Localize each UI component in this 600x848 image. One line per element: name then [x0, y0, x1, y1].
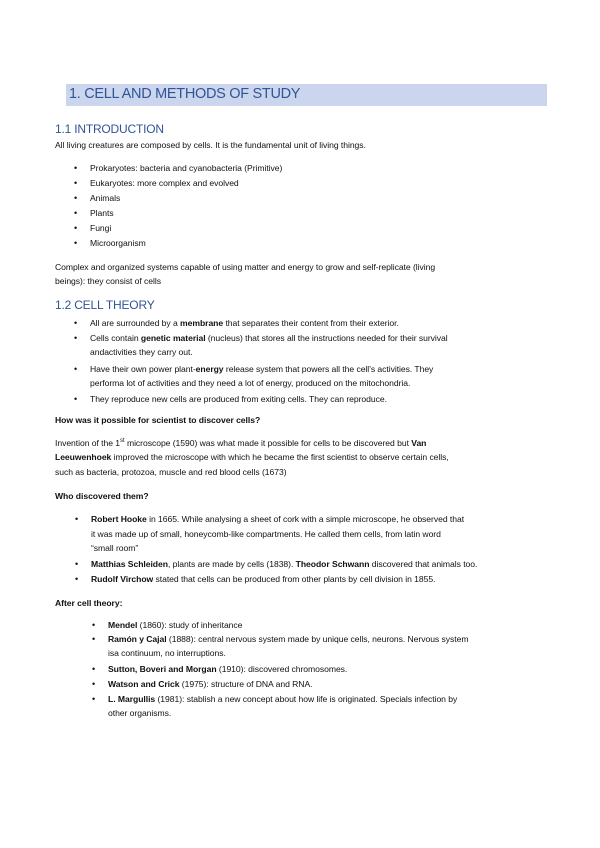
section-heading-cell-theory: 1.2 CELL THEORY [55, 298, 155, 312]
list-item: Plants [90, 208, 114, 218]
paragraph-line: Leeuwenhoek improved the microscope with which he became the first scientist to observe certain cells, [55, 452, 449, 462]
bullet: • [75, 574, 79, 584]
bullet: • [75, 559, 79, 569]
bullet: • [74, 223, 78, 233]
after-heading: After cell theory: [55, 598, 123, 608]
section-heading-introduction: 1.1 INTRODUCTION [55, 122, 164, 136]
list-item-continuation: andactivities they carry out. [90, 347, 193, 357]
chapter-heading: 1. CELL AND METHODS OF STUDY [69, 86, 301, 102]
bullet: • [92, 664, 96, 674]
list-item-continuation: performa lot of activities and they need a lot of energy, produced on the mitochondria. [90, 378, 411, 388]
paragraph-line: such as bacteria, protozoa, muscle and red blood cells (1673) [55, 467, 287, 477]
list-item: Fungi [90, 223, 112, 233]
list-item: Matthias Schleiden, plants are made by cells (1838). Theodor Schwann discovered that animals too. [91, 559, 478, 569]
bullet: • [74, 333, 78, 343]
list-item: Prokaryotes: bacteria and cyanobacteria (Primitive) [90, 163, 283, 173]
list-item: All are surrounded by a membrane that separates their content from their exterior. [90, 318, 399, 328]
list-item: Eukaryotes: more complex and evolved [90, 178, 239, 188]
bullet: • [74, 394, 78, 404]
intro-text: All living creatures are composed by cells. It is the fundamental unit of living things. [55, 140, 366, 150]
list-item: Have their own power plant-energy release system that powers all the cell’s activities. They [90, 364, 434, 374]
intro-closing-line: Complex and organized systems capable of using matter and energy to grow and self-replicate (living [55, 262, 436, 272]
list-item: L. Margullis (1981): stablish a new concept about how life is originated. Specials infection by [108, 694, 458, 704]
list-item: Animals [90, 193, 121, 203]
bullet: • [74, 238, 78, 248]
bullet: • [74, 318, 78, 328]
bullet: • [92, 679, 96, 689]
list-item: Mendel (1860): study of inheritance [108, 620, 243, 630]
list-item-continuation: isa continuum, no interruptions. [108, 648, 226, 658]
bullet: • [92, 634, 96, 644]
bullet: • [75, 514, 79, 524]
question-heading: Who discovered them? [55, 491, 149, 501]
list-item: Robert Hooke in 1665. While analysing a sheet of cork with a simple microscope, he observed that [91, 514, 465, 524]
list-item: Microorganism [90, 238, 146, 248]
list-item-continuation: other organisms. [108, 708, 172, 718]
list-item: Rudolf Virchow stated that cells can be produced from other plants by cell division in 1855. [91, 574, 436, 584]
list-item: Watson and Crick (1975): structure of DNA and RNA. [108, 679, 313, 689]
bullet: • [92, 694, 96, 704]
bullet: • [74, 208, 78, 218]
bullet: • [74, 193, 78, 203]
bullet: • [74, 364, 78, 374]
bullet: • [74, 163, 78, 173]
question-heading: How was it possible for scientist to discover cells? [55, 415, 261, 425]
list-item-continuation: “small room” [91, 543, 139, 553]
paragraph-line: Invention of the 1st microscope (1590) was what made it possible for cells to be discovered but Van [55, 438, 427, 448]
list-item-continuation: it was made up of small, honeycomb-like compartments. He called them cells, from latin word [91, 529, 441, 539]
bullet: • [92, 620, 96, 630]
list-item: Cells contain genetic material (nucleus) that stores all the instructions needed for their survival [90, 333, 448, 343]
list-item: Sutton, Boveri and Morgan (1910): discovered chromosomes. [108, 664, 348, 674]
bullet: • [74, 178, 78, 188]
list-item: Ramón y Cajal (1888): central nervous system made by unique cells, neurons. Nervous system [108, 634, 469, 644]
intro-closing-line: beings): they consist of cells [55, 276, 161, 286]
list-item: They reproduce new cells are produced from exiting cells. They can reproduce. [90, 394, 387, 404]
